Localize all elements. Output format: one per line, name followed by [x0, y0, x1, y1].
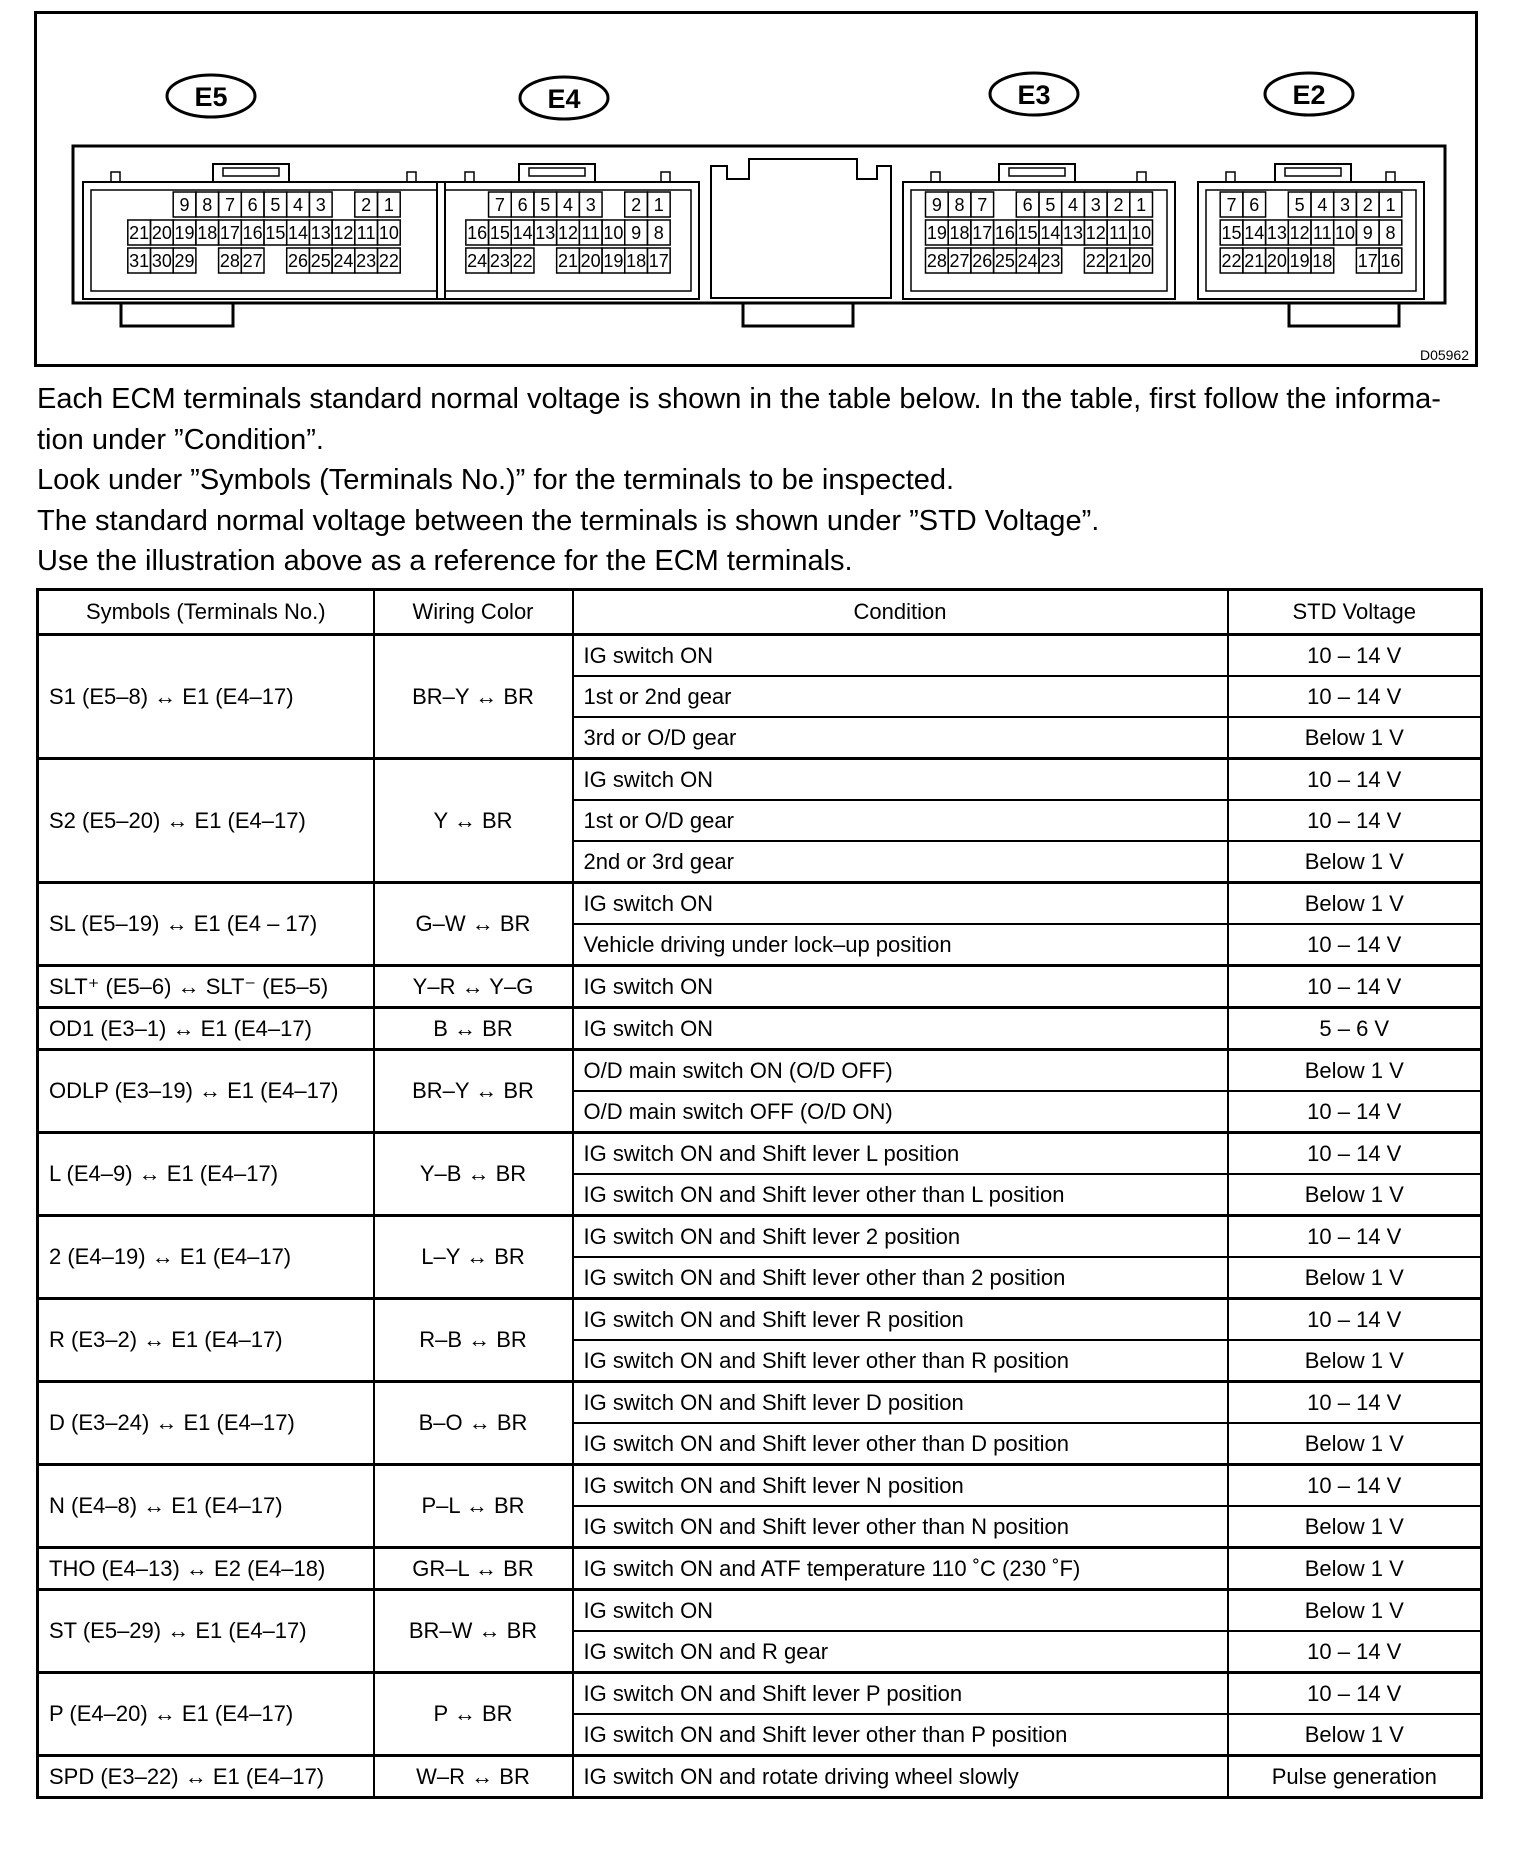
pin-number: 12: [557, 223, 579, 243]
key-notch: [1137, 172, 1146, 182]
latch-slot: [1009, 168, 1065, 176]
cell-condition: O/D main switch ON (O/D OFF): [573, 1050, 1228, 1092]
pin-number: 7: [1226, 195, 1237, 215]
cell-wiring-color: BR–W ↔ BR: [374, 1590, 573, 1673]
pin-number: 4: [293, 195, 304, 215]
cell-std-voltage: Below 1 V: [1228, 1174, 1482, 1216]
pin-number: 5: [1294, 195, 1305, 215]
cell-std-voltage: Below 1 V: [1228, 1257, 1482, 1299]
cell-symbol: S1 (E5–8) ↔ E1 (E4–17): [38, 635, 374, 759]
pin-number: 19: [926, 223, 947, 243]
table-row: [38, 1465, 1482, 1507]
cell-std-voltage: 10 – 14 V: [1228, 759, 1482, 801]
cell-condition: IG switch ON and R gear: [573, 1631, 1228, 1673]
pin-number: 4: [562, 195, 574, 215]
pin-number: 13: [535, 223, 556, 243]
cell-std-voltage: 10 – 14 V: [1228, 676, 1482, 717]
pin-number: 11: [1109, 223, 1128, 243]
pin-number: 18: [197, 223, 218, 243]
pin-number: 24: [467, 251, 488, 271]
cell-condition: IG switch ON and Shift lever R position: [573, 1299, 1228, 1341]
pin-number: 13: [310, 223, 331, 243]
pin-number: 10: [603, 223, 624, 243]
pin-number: 9: [1362, 223, 1373, 243]
cell-condition: IG switch ON and Shift lever other than R position: [573, 1340, 1228, 1382]
cell-std-voltage: Below 1 V: [1228, 717, 1482, 759]
cell-condition: IG switch ON: [573, 635, 1228, 677]
ecm-connector-figure: [34, 11, 1478, 367]
pin-number: 24: [1017, 251, 1038, 271]
header-wiring-color: Wiring Color: [374, 590, 573, 635]
cell-condition: IG switch ON: [573, 966, 1228, 1008]
cell-std-voltage: Pulse generation: [1228, 1756, 1482, 1798]
pin-number: 22: [378, 251, 399, 271]
cell-symbol: SPD (E3–22) ↔ E1 (E4–17): [38, 1756, 374, 1798]
table-row: [38, 883, 1482, 925]
cell-symbol: SL (E5–19) ↔ E1 (E4 – 17): [38, 883, 374, 966]
cell-symbol: R (E3–2) ↔ E1 (E4–17): [38, 1299, 374, 1382]
pin-number: 16: [1380, 251, 1401, 271]
cell-condition: 1st or 2nd gear: [573, 676, 1228, 717]
cell-wiring-color: Y–B ↔ BR: [374, 1133, 573, 1216]
table-row: [38, 1299, 1482, 1341]
pin-number: 16: [994, 223, 1015, 243]
pin-number: 25: [310, 251, 331, 271]
cell-symbol: N (E4–8) ↔ E1 (E4–17): [38, 1465, 374, 1548]
pin-number: 9: [931, 195, 942, 215]
cell-condition: IG switch ON and Shift lever D position: [573, 1382, 1228, 1424]
pin-number: 25: [994, 251, 1015, 271]
key-notch: [931, 172, 940, 182]
table-body: [38, 635, 1482, 1798]
pin-number: 2: [1113, 195, 1124, 215]
cell-std-voltage: Below 1 V: [1228, 841, 1482, 883]
cell-condition: IG switch ON and Shift lever 2 position: [573, 1216, 1228, 1258]
connector-label: E5: [194, 82, 228, 112]
pin-number: 19: [1289, 251, 1310, 271]
pin-number: 14: [512, 223, 533, 243]
cell-wiring-color: B ↔ BR: [374, 1008, 573, 1050]
cell-std-voltage: 10 – 14 V: [1228, 1465, 1482, 1507]
pin-number: 3: [1340, 195, 1351, 215]
pin-number: 1: [1385, 195, 1396, 215]
pin-number: 6: [1022, 195, 1033, 215]
header-condition: Condition: [573, 590, 1228, 635]
pin-number: 6: [517, 195, 528, 215]
cell-symbol: L (E4–9) ↔ E1 (E4–17): [38, 1133, 374, 1216]
cell-wiring-color: G–W ↔ BR: [374, 883, 573, 966]
cell-condition: IG switch ON: [573, 1008, 1228, 1050]
header-symbols: Symbols (Terminals No.): [38, 590, 374, 635]
cell-std-voltage: 10 – 14 V: [1228, 1216, 1482, 1258]
cell-wiring-color: W–R ↔ BR: [374, 1756, 573, 1798]
intro-line: Use the illustration above as a reference for the ECM terminals.: [37, 545, 853, 577]
cell-condition: IG switch ON and Shift lever P position: [573, 1673, 1228, 1715]
cell-condition: IG switch ON and Shift lever N position: [573, 1465, 1228, 1507]
cell-std-voltage: Below 1 V: [1228, 1590, 1482, 1632]
pin-number: 26: [288, 251, 309, 271]
cell-condition: IG switch ON and Shift lever other than P position: [573, 1714, 1228, 1756]
pin-number: 5: [1045, 195, 1056, 215]
ecm-voltage-table: [36, 588, 1483, 1799]
cell-std-voltage: 10 – 14 V: [1228, 635, 1482, 677]
latch-tab: [213, 164, 289, 182]
table-row: [38, 1756, 1482, 1798]
pin-number: 13: [1063, 223, 1084, 243]
cell-wiring-color: L–Y ↔ BR: [374, 1216, 573, 1299]
pin-number: 2: [1362, 195, 1373, 215]
pin-number: 8: [202, 195, 213, 215]
cell-std-voltage: Below 1 V: [1228, 1050, 1482, 1092]
cell-std-voltage: 10 – 14 V: [1228, 1631, 1482, 1673]
pin-number: 14: [1040, 223, 1061, 243]
pin-number: 16: [242, 223, 263, 243]
cell-wiring-color: Y–R ↔ Y–G: [374, 966, 573, 1008]
cell-condition: IG switch ON and Shift lever other than 2 position: [573, 1257, 1228, 1299]
housing-foot: [743, 303, 853, 326]
cell-condition: IG switch ON and Shift lever other than D position: [573, 1423, 1228, 1465]
cell-std-voltage: Below 1 V: [1228, 1340, 1482, 1382]
pin-number: 7: [224, 195, 235, 215]
cell-std-voltage: 10 – 14 V: [1228, 1299, 1482, 1341]
cell-wiring-color: BR–Y ↔ BR: [374, 1050, 573, 1133]
pin-number: 21: [557, 251, 579, 271]
key-notch: [661, 172, 670, 182]
pin-number: 27: [242, 251, 263, 271]
pin-number: 6: [1249, 195, 1260, 215]
table-row: [38, 759, 1482, 801]
pin-number: 22: [512, 251, 533, 271]
cell-symbol: ST (E5–29) ↔ E1 (E4–17): [38, 1590, 374, 1673]
cell-symbol: THO (E4–13) ↔ E2 (E4–18): [38, 1548, 374, 1590]
pin-number: 17: [648, 251, 669, 271]
pin-number: 17: [219, 223, 240, 243]
connector-diagram: [37, 14, 1481, 370]
connector-label: E3: [1017, 80, 1051, 110]
table-row: [38, 635, 1482, 677]
pin-number: 12: [333, 223, 354, 243]
table-row: [38, 1382, 1482, 1424]
pin-number: 10: [1335, 223, 1356, 243]
pin-number: 3: [315, 195, 326, 215]
cell-wiring-color: GR–L ↔ BR: [374, 1548, 573, 1590]
cell-std-voltage: 10 – 14 V: [1228, 1133, 1482, 1175]
pin-number: 22: [1085, 251, 1106, 271]
cell-std-voltage: 10 – 14 V: [1228, 1091, 1482, 1133]
pin-number: 13: [1266, 223, 1287, 243]
cell-wiring-color: BR–Y ↔ BR: [374, 635, 573, 759]
latch-slot: [1285, 168, 1341, 176]
pin-number: 17: [1357, 251, 1378, 271]
table-row: [38, 1008, 1482, 1050]
pin-number: 15: [265, 223, 286, 243]
pin-number: 20: [151, 223, 172, 243]
cell-std-voltage: Below 1 V: [1228, 1423, 1482, 1465]
cell-std-voltage: Below 1 V: [1228, 883, 1482, 925]
connector-label: E2: [1292, 80, 1326, 110]
pin-number: 14: [1244, 223, 1265, 243]
center-block: [711, 159, 891, 298]
cell-symbol: S2 (E5–20) ↔ E1 (E4–17): [38, 759, 374, 883]
pin-number: 30: [151, 251, 172, 271]
pin-number: 14: [288, 223, 309, 243]
pin-number: 12: [1289, 223, 1310, 243]
pin-number: 19: [603, 251, 624, 271]
cell-condition: IG switch ON and ATF temperature 110 ˚C (230 ˚F): [573, 1548, 1228, 1590]
cell-condition: Vehicle driving under lock–up position: [573, 924, 1228, 966]
pin-number: 12: [1085, 223, 1106, 243]
pin-number: 16: [467, 223, 488, 243]
key-notch: [465, 172, 474, 182]
cell-std-voltage: 10 – 14 V: [1228, 1673, 1482, 1715]
pin-number: 23: [356, 251, 377, 271]
pin-number: 3: [585, 195, 596, 215]
cell-condition: IG switch ON: [573, 1590, 1228, 1632]
key-notch: [407, 172, 416, 182]
cell-symbol: SLT⁺ (E5–6) ↔ SLT⁻ (E5–5): [38, 966, 374, 1008]
latch-tab: [1275, 164, 1351, 182]
pin-number: 15: [489, 223, 510, 243]
pin-number: 21: [1108, 251, 1129, 271]
cell-condition: 1st or O/D gear: [573, 800, 1228, 841]
cell-wiring-color: P–L ↔ BR: [374, 1465, 573, 1548]
header-std-voltage: STD Voltage: [1228, 590, 1482, 635]
cell-std-voltage: 10 – 14 V: [1228, 800, 1482, 841]
pin-number: 29: [174, 251, 195, 271]
pin-number: 8: [1385, 223, 1396, 243]
cell-std-voltage: 10 – 14 V: [1228, 966, 1482, 1008]
housing-foot: [121, 303, 233, 326]
pin-number: 24: [333, 251, 354, 271]
pin-number: 11: [1313, 223, 1332, 243]
pin-number: 11: [581, 223, 601, 243]
cell-condition: IG switch ON: [573, 883, 1228, 925]
cell-std-voltage: Below 1 V: [1228, 1714, 1482, 1756]
pin-number: 23: [1040, 251, 1061, 271]
pin-number: 2: [361, 195, 372, 215]
pin-number: 22: [1221, 251, 1242, 271]
pin-number: 4: [1317, 195, 1328, 215]
cell-symbol: OD1 (E3–1) ↔ E1 (E4–17): [38, 1008, 374, 1050]
cell-wiring-color: B–O ↔ BR: [374, 1382, 573, 1465]
pin-number: 20: [1266, 251, 1287, 271]
pin-number: 18: [626, 251, 647, 271]
pin-number: 4: [1068, 195, 1079, 215]
intro-line: Each ECM terminals standard normal voltage is shown in the table below. In the table, first follow the informa-: [37, 383, 1441, 415]
pin-number: 1: [383, 195, 394, 215]
pin-number: 9: [631, 223, 642, 243]
cell-std-voltage: 10 – 14 V: [1228, 924, 1482, 966]
pin-number: 17: [972, 223, 993, 243]
pin-number: 2: [631, 195, 642, 215]
pin-number: 8: [653, 223, 664, 243]
latch-slot: [223, 168, 279, 176]
pin-number: 15: [1221, 223, 1242, 243]
table-row: [38, 1590, 1482, 1632]
cell-std-voltage: 5 – 6 V: [1228, 1008, 1482, 1050]
pin-number: 23: [489, 251, 510, 271]
pin-number: 20: [1131, 251, 1152, 271]
pin-number: 9: [179, 195, 190, 215]
cell-symbol: ODLP (E3–19) ↔ E1 (E4–17): [38, 1050, 374, 1133]
pin-number: 26: [972, 251, 993, 271]
cell-condition: O/D main switch OFF (O/D ON): [573, 1091, 1228, 1133]
pin-number: 19: [174, 223, 195, 243]
pin-number: 5: [540, 195, 551, 215]
pin-number: 6: [247, 195, 258, 215]
cell-std-voltage: Below 1 V: [1228, 1548, 1482, 1590]
pin-number: 21: [129, 223, 150, 243]
cell-symbol: 2 (E4–19) ↔ E1 (E4–17): [38, 1216, 374, 1299]
intro-text: [37, 379, 1487, 582]
table-row: [38, 1548, 1482, 1590]
table-header-row: [38, 590, 1482, 635]
pin-number: 18: [949, 223, 970, 243]
housing-foot: [1289, 303, 1399, 326]
pin-number: 21: [1244, 251, 1265, 271]
table-row: [38, 1673, 1482, 1715]
intro-line: The standard normal voltage between the terminals is shown under ”STD Voltage”.: [37, 504, 1100, 537]
cell-std-voltage: Below 1 V: [1228, 1506, 1482, 1548]
cell-wiring-color: P ↔ BR: [374, 1673, 573, 1756]
cell-condition: IG switch ON: [573, 759, 1228, 801]
figure-id: D05962: [1419, 347, 1469, 363]
connector-label: E4: [547, 84, 581, 114]
pin-number: 28: [926, 251, 947, 271]
cell-condition: 3rd or O/D gear: [573, 717, 1228, 759]
pin-number: 15: [1017, 223, 1038, 243]
latch-tab: [999, 164, 1075, 182]
key-notch: [1226, 172, 1235, 182]
pin-number: 1: [1136, 195, 1147, 215]
table-row: [38, 1050, 1482, 1092]
pin-number: 18: [1312, 251, 1333, 271]
cell-condition: 2nd or 3rd gear: [573, 841, 1228, 883]
cell-condition: IG switch ON and Shift lever other than L position: [573, 1174, 1228, 1216]
pin-number: 10: [1131, 223, 1152, 243]
cell-wiring-color: Y ↔ BR: [374, 759, 573, 883]
cell-condition: IG switch ON and Shift lever L position: [573, 1133, 1228, 1175]
cell-condition: IG switch ON and rotate driving wheel slowly: [573, 1756, 1228, 1798]
pin-number: 7: [977, 195, 988, 215]
pin-number: 1: [653, 195, 664, 215]
pin-number: 3: [1090, 195, 1101, 215]
table-row: [38, 1216, 1482, 1258]
key-notch: [111, 172, 120, 182]
table-row: [38, 966, 1482, 1008]
pin-number: 7: [494, 195, 505, 215]
intro-line: tion under ”Condition”.: [37, 423, 324, 456]
pin-number: 20: [580, 251, 601, 271]
pin-number: 27: [949, 251, 970, 271]
pin-number: 10: [378, 223, 399, 243]
cell-symbol: P (E4–20) ↔ E1 (E4–17): [38, 1673, 374, 1756]
pin-number: 28: [219, 251, 240, 271]
pin-number: 31: [129, 251, 150, 271]
latch-slot: [529, 168, 585, 176]
pin-number: 11: [356, 223, 376, 243]
pin-number: 8: [954, 195, 965, 215]
cell-std-voltage: 10 – 14 V: [1228, 1382, 1482, 1424]
cell-symbol: D (E3–24) ↔ E1 (E4–17): [38, 1382, 374, 1465]
intro-line: Look under ”Symbols (Terminals No.)” for the terminals to be inspected.: [37, 464, 955, 496]
pin-number: 5: [270, 195, 281, 215]
key-notch: [1386, 172, 1395, 182]
latch-tab: [519, 164, 595, 182]
table-row: [38, 1133, 1482, 1175]
cell-wiring-color: R–B ↔ BR: [374, 1299, 573, 1382]
cell-condition: IG switch ON and Shift lever other than N position: [573, 1506, 1228, 1548]
